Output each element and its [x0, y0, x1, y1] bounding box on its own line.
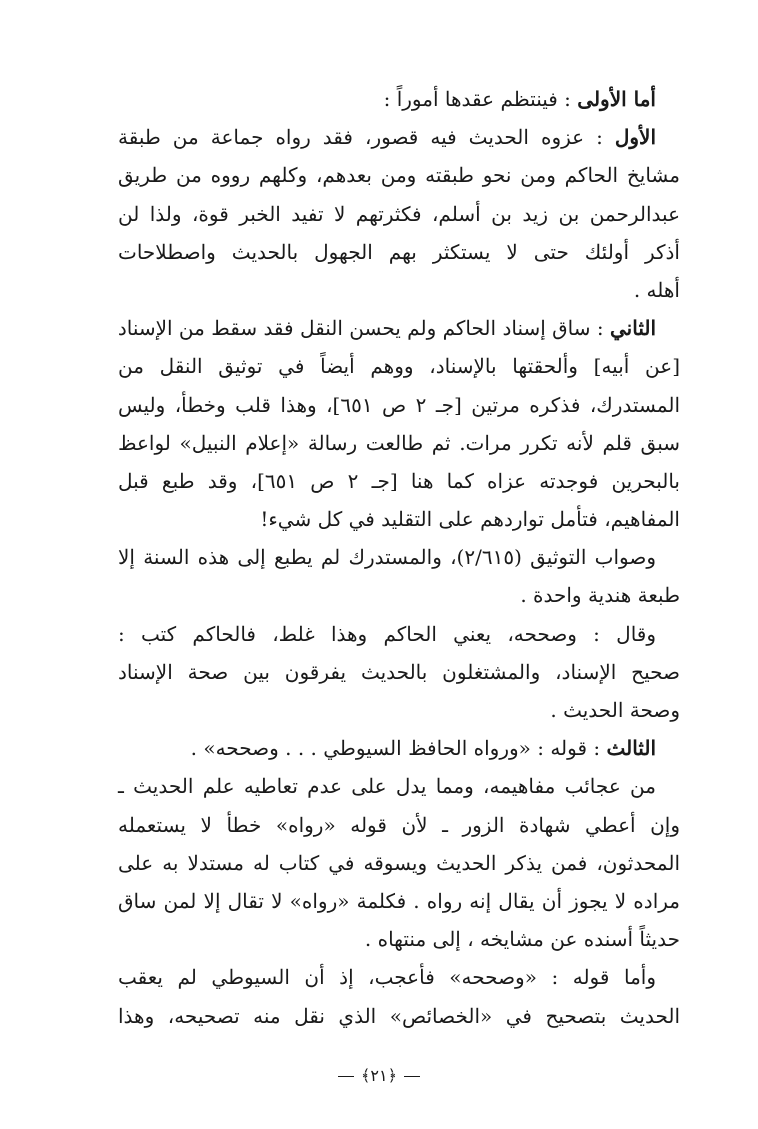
page-number: ﴿٢١﴾ — [361, 1066, 397, 1085]
line-text: وصواب التوثيق (٢/٦١٥)، والمستدرك لم يطبع إلى هذه السنة إلا — [118, 545, 656, 570]
paragraph — [118, 80, 680, 118]
text-line — [118, 653, 680, 691]
line-text: المستدرك، فذكره مرتين [جـ ٢ ص ٦٥١]، وهذا قلب وخطأ، وليس — [118, 392, 681, 417]
line-text: مراده لا يجوز أن يقال إنه رواه . فكلمة «رواه» لا تقال إلا لمن ساق — [118, 888, 680, 913]
line-text: : ساق إسناد الحاكم ولم يحسن النقل فقد سقط من الإسناد — [117, 316, 610, 341]
section-lead: الثاني — [609, 316, 656, 341]
paragraph — [118, 309, 680, 538]
text-line — [118, 195, 680, 233]
text-line — [118, 424, 680, 462]
footer-dash-left — [404, 1076, 420, 1077]
line-text: صحيح الإسناد، والمشتغلون بالحديث يفرقون بين صحة الإسناد — [118, 659, 680, 684]
footer-dash-right — [338, 1076, 354, 1077]
line-text: وإن أعطي شهادة الزور ـ لأن قوله «رواه» خطأ لا يستعمله — [118, 812, 680, 837]
line-text: وصحة الحديث . — [550, 698, 680, 722]
line-text: وأما قوله : «وصححه» فأعجب، إذ أن السيوطي لم يعقب — [118, 965, 656, 990]
paragraph — [118, 729, 680, 767]
line-text: [عن أبيه] وألحقتها بالإسناد، ووهم أيضاً في توثيق النقل من — [118, 354, 680, 379]
text-line — [118, 500, 680, 538]
page-footer — [0, 1066, 758, 1085]
text-line — [118, 156, 680, 194]
line-text: بالبحرين فوجدته عزاه كما هنا [جـ ٢ ص ٦٥١]، وقد طبع قبل — [118, 468, 680, 493]
text-line — [118, 882, 680, 920]
line-text: مشايخ الحاكم ومن نحو طبقته ومن بعدهم، وكلهم رووه من طريق — [118, 163, 680, 188]
line-text: أهله . — [633, 277, 680, 302]
line-text: سبق قلم لأنه تكرر مرات. ثم طالعت رسالة «إعلام النبيل» لواعظ — [118, 430, 680, 455]
text-line — [118, 538, 680, 576]
section-lead: أما الأولى — [577, 87, 656, 111]
line-text: عبدالرحمن بن زيد بن أسلم، فكثرتهم لا تفيد الخبر قوة، ولذا لن — [118, 201, 680, 226]
line-text: وقال : وصححه، يعني الحاكم وهذا غلط، فالحاكم كتب : — [118, 621, 656, 646]
line-text: الحديث بتصحيح في «الخصائص» الذي نقل منه تصحيحه، وهذا — [118, 1003, 680, 1028]
line-text: من عجائب مفاهيمه، ومما يدل على عدم تعاطيه علم الحديث ـ — [118, 774, 656, 799]
text-line — [118, 691, 680, 729]
text-line — [118, 271, 680, 309]
text-line — [118, 462, 680, 500]
line-text: المفاهيم، فتأمل تواردهم على التقليد في كل شيء! — [260, 507, 680, 532]
section-lead: الثالث — [606, 736, 656, 761]
text-line — [118, 958, 680, 996]
text-line — [118, 767, 680, 805]
line-text: : قوله : «ورواه الحافظ السيوطي . . . وصححه» . — [190, 736, 607, 761]
line-text: المحدثون، فمن يذكر الحديث ويسوقه في كتاب له مستدلا به على — [118, 850, 680, 875]
text-line — [118, 576, 680, 614]
paragraph — [118, 615, 680, 730]
text-line — [118, 80, 680, 118]
text-line — [118, 386, 680, 424]
section-lead: الأول — [614, 125, 656, 150]
line-text: حديثاً أسنده عن مشايخه ، إلى منتهاه . — [364, 927, 680, 952]
text-line — [118, 233, 680, 271]
paragraph — [118, 118, 680, 309]
line-text: طبعة هندية واحدة . — [520, 583, 680, 608]
text-line — [118, 920, 680, 958]
text-line — [118, 844, 680, 882]
paragraph — [118, 767, 680, 958]
text-line — [118, 806, 680, 844]
line-text: أذكر أولئك حتى لا يستكثر بهم الجهول بالحديث واصطلاحات — [118, 239, 680, 264]
text-line — [118, 997, 680, 1035]
text-line — [118, 309, 680, 347]
text-line — [118, 729, 680, 767]
line-text: : عزوه الحديث فيه قصور، فقد رواه جماعة من طبقة — [118, 125, 615, 150]
text-line — [118, 347, 680, 385]
line-text: : فينتظم عقدها أموراً : — [383, 87, 578, 111]
page-body — [118, 80, 680, 1035]
paragraph — [118, 538, 680, 614]
paragraph — [118, 958, 680, 1034]
text-line — [118, 615, 680, 653]
text-line — [118, 118, 680, 156]
